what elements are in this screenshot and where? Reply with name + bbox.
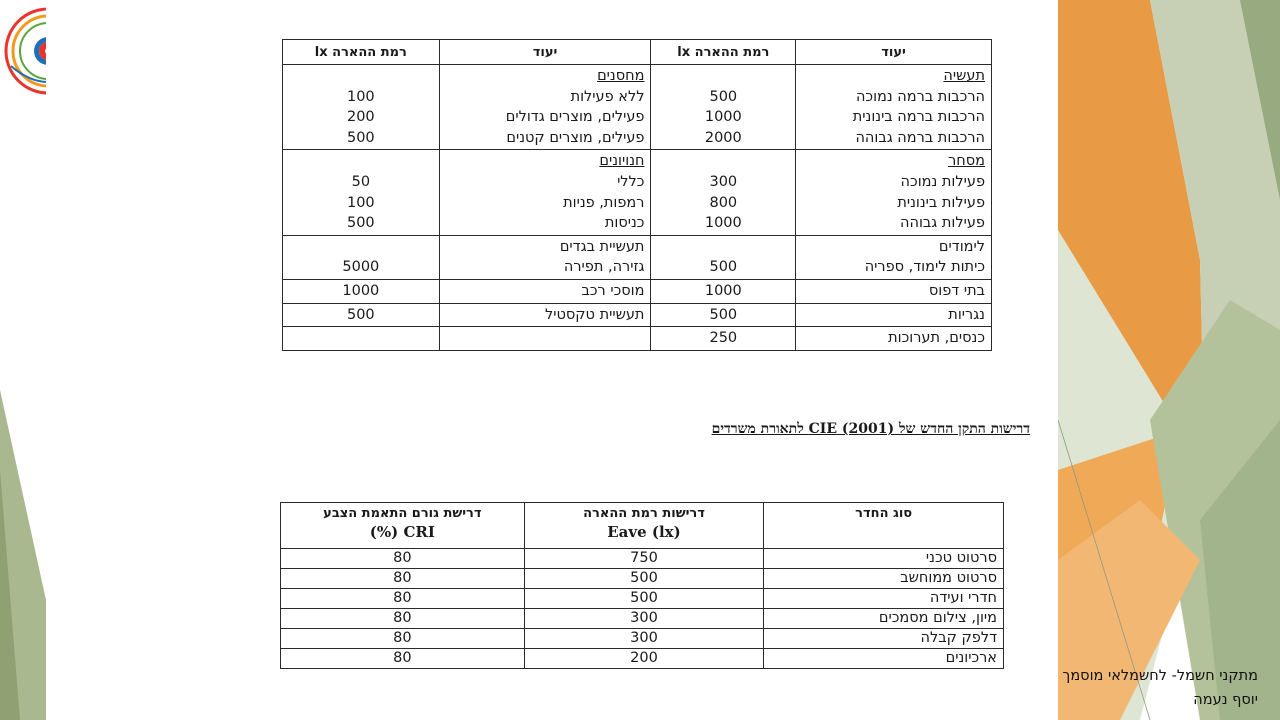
- cell-line: פעילות נמוכה: [900, 173, 985, 190]
- table-row: [283, 327, 992, 351]
- table-cell-lux-a: [651, 327, 796, 351]
- cell-line: הרכבות ברמה בינונית: [852, 109, 985, 126]
- cell-line: [289, 328, 433, 349]
- cell-line: [289, 237, 433, 258]
- table-row: [281, 569, 1004, 589]
- table-cell-cri: 80: [281, 549, 525, 569]
- table-cell-lux-b: [283, 235, 440, 279]
- table-cell-lux: 300: [524, 609, 764, 629]
- cell-line: גזירה, תפירה: [563, 259, 645, 276]
- cell-line: פעילים, מוצרים קטנים: [506, 129, 645, 146]
- table-cell-cri: 80: [281, 629, 525, 649]
- table-cell-cri: 80: [281, 569, 525, 589]
- cell-line: [289, 151, 433, 172]
- cell-line: נגריות: [948, 306, 985, 323]
- table-cell-lux-b: [283, 150, 440, 235]
- table-cell-room: דלפק קבלה: [764, 629, 1004, 649]
- cell-line: ללא פעילות: [570, 88, 645, 105]
- cell-line: 500: [346, 306, 375, 323]
- table-row: [281, 589, 1004, 609]
- table-cell-lux-a: [651, 303, 796, 327]
- table-row: [283, 150, 992, 235]
- table-cell-cri: 80: [281, 649, 525, 669]
- table-cell-room: חדרי ועידה: [764, 589, 1004, 609]
- cell-line: 100: [346, 194, 375, 211]
- table-cell-use-a: [796, 235, 992, 279]
- cell-line: רמפות, פניות: [563, 194, 645, 211]
- table-body: [281, 549, 1004, 669]
- table-cell-room: סרטוט ממוחשב: [764, 569, 1004, 589]
- table-cell-use-a: [796, 65, 992, 150]
- table-cell-lux-b: [283, 65, 440, 150]
- table-cell-room: סרטוט טכני: [764, 549, 1004, 569]
- cell-line: 1000: [704, 282, 742, 299]
- cell-line: 500: [346, 129, 375, 146]
- table-cell-cri: 80: [281, 609, 525, 629]
- table-cell-use-b: [439, 279, 651, 303]
- category-heading: מחסנים: [597, 68, 645, 84]
- cell-line: פעילות בינונית: [897, 194, 985, 211]
- cell-line: 250: [709, 330, 738, 347]
- category-heading: חנויונים: [599, 153, 645, 170]
- footer-author: יוסף נעמה: [1193, 692, 1258, 708]
- header-illuminance: [524, 503, 764, 549]
- header-room-type: [764, 503, 1004, 549]
- cell-line: 50: [351, 173, 371, 190]
- cell-line: 500: [709, 88, 738, 105]
- table-cell-lux-a: [651, 235, 796, 279]
- cell-line: 1000: [704, 215, 742, 232]
- table-cell-lux: 750: [524, 549, 764, 569]
- lighting-levels-table: [282, 39, 992, 351]
- table-cell-use-a: [796, 327, 992, 351]
- table-row: [281, 609, 1004, 629]
- cell-line: כניסות: [604, 215, 645, 232]
- cell-line: 200: [346, 109, 375, 126]
- cell-line: 1000: [342, 282, 380, 299]
- cell-line: הרכבות ברמה נמוכה: [855, 88, 985, 105]
- table-cell-lux-b: [283, 279, 440, 303]
- cell-line: 500: [709, 259, 738, 276]
- cell-line: הרכבות ברמה גבוהה: [855, 129, 985, 146]
- table-cell-use-a: [796, 303, 992, 327]
- table-header-row: [281, 503, 1004, 549]
- cell-line: תעשיית טקסטיל: [544, 306, 645, 323]
- table-cell-lux: 200: [524, 649, 764, 669]
- cell-line: 500: [346, 215, 375, 232]
- cell-line: כיתות לימוד, ספריה: [864, 259, 985, 276]
- header-illuminance-label: דרישות רמת ההארה: [583, 506, 705, 521]
- table-cell-cri: 80: [281, 589, 525, 609]
- table-cell-lux: 500: [524, 589, 764, 609]
- cell-line: מוסכי רכב: [581, 282, 645, 299]
- table-cell-use-b: [439, 65, 651, 150]
- header-lux-b: רמת ההארה lx: [283, 40, 440, 65]
- cell-line: [657, 151, 789, 172]
- cell-line: 300: [709, 173, 738, 190]
- table-cell-lux-a: [651, 150, 796, 235]
- cell-line: [657, 66, 789, 87]
- cell-line: [657, 237, 789, 258]
- cell-line: 100: [346, 88, 375, 105]
- table-row: [281, 629, 1004, 649]
- table-cell-lux-b: [283, 327, 440, 351]
- table-cell-use-b: [439, 303, 651, 327]
- header-cri-label: דרישת גורם התאמת הצבע: [323, 506, 482, 521]
- table-row: [283, 279, 992, 303]
- header-use-a: יעוד: [796, 40, 992, 65]
- table-row: [281, 549, 1004, 569]
- header-cri: [281, 503, 525, 549]
- table-cell-lux-b: [283, 303, 440, 327]
- table-cell-room: מיון, צילום מסמכים: [764, 609, 1004, 629]
- cell-line: [446, 328, 645, 349]
- slide-footer: [1063, 664, 1258, 712]
- table-cell-lux: 300: [524, 629, 764, 649]
- table-cell-lux: 500: [524, 569, 764, 589]
- cell-line: לימודים: [938, 238, 985, 255]
- header-cri-unit: CRI (%): [369, 523, 435, 541]
- table-cell-room: ארכיונים: [764, 649, 1004, 669]
- cell-line: פעילים, מוצרים גדולים: [505, 109, 645, 126]
- table-cell-use-a: [796, 150, 992, 235]
- table-row: [283, 65, 992, 150]
- cie-standard-title: דרישות התקן החדש של CIE (2001) לתאורת משרדים: [711, 421, 1030, 437]
- cell-line: כנסים, תערוכות: [888, 330, 985, 347]
- cell-line: 800: [709, 194, 738, 211]
- category-heading: תעשיה: [943, 68, 985, 84]
- table-cell-use-b: [439, 235, 651, 279]
- cell-line: 5000: [342, 259, 380, 276]
- category-heading: מסחר: [948, 153, 985, 170]
- cie-office-table: [280, 502, 1004, 669]
- table-cell-use-b: [439, 327, 651, 351]
- table-row: [281, 649, 1004, 669]
- header-illuminance-unit: Eave (lx): [607, 523, 681, 541]
- table-cell-lux-a: [651, 279, 796, 303]
- table-row: [283, 235, 992, 279]
- cell-line: 1000: [704, 109, 742, 126]
- cell-line: תעשיית בגדים: [559, 238, 645, 255]
- table-cell-lux-a: [651, 65, 796, 150]
- cell-line: כללי: [617, 173, 645, 190]
- header-use-b: יעוד: [439, 40, 651, 65]
- header-lux-a: רמת ההארה lx: [651, 40, 796, 65]
- cell-line: 500: [709, 306, 738, 323]
- table-body: [283, 65, 992, 351]
- cell-line: [289, 66, 433, 87]
- table-cell-use-a: [796, 279, 992, 303]
- cell-line: פעילות גבוהה: [900, 215, 985, 232]
- table-row: [283, 303, 992, 327]
- header-room-type-label: סוג החדר: [855, 506, 913, 521]
- table-cell-use-b: [439, 150, 651, 235]
- cell-line: בתי דפוס: [928, 282, 985, 299]
- footer-course-title: מתקני חשמל- לחשמלאי מוסמך: [1062, 668, 1258, 684]
- cell-line: 2000: [704, 129, 742, 146]
- table-header-row: [283, 40, 992, 65]
